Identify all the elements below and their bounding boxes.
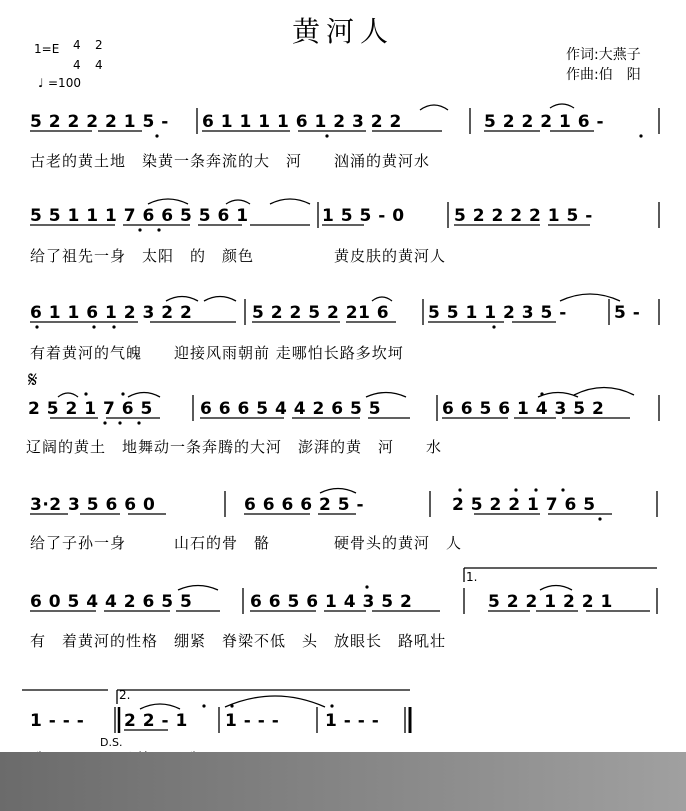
composer-credit: 作曲:伯 阳 (566, 67, 641, 83)
line6-measure2-notes: 6 6 5 6 1 4 3 5 2 (250, 592, 413, 612)
line5-measure1-notes: 3·2 3 5 6 6 0 (30, 495, 156, 515)
line7-measure3-notes: 1 - - - (225, 711, 280, 731)
line2-measure3-notes: 5 2 2 2 2 1 5 - (454, 206, 593, 226)
lyricist-credit: 作词:大燕子 (566, 47, 641, 63)
line1-measure2-notes: 6 1 1 1 1 6 1 2 3 2 2 (202, 112, 402, 132)
line7-measure1-notes: 1 - - - (30, 711, 85, 731)
line2-measure2-notes: 1 5 5 - 0 (322, 206, 405, 226)
line3-measure2-notes: 5 2 2 5 2 21 6 (252, 303, 390, 323)
line4-lyric: 辽阔的黄土 地舞动一条奔腾的大河 澎湃的黄 河 水 (26, 438, 443, 456)
line1-measure1-notes: 5 2 2 2 2 1 5 - (30, 112, 169, 132)
line4-measure1-notes: 2 5 2 1 7 6 5 (28, 399, 153, 419)
line6-lyric: 有 着黄河的性格 绷紧 脊梁不低 头 放眼长 路吼壮 (30, 632, 447, 650)
line4-measure3-notes: 6 6 5 6 1 4 3 5 2 (442, 399, 605, 419)
tempo-marking: =100 (48, 76, 81, 90)
time-signature-2-bottom: 4 (95, 58, 103, 72)
time-signature-2-top: 2 (95, 38, 103, 52)
song-title: 黄河人 (291, 15, 394, 48)
line3-measure3-notes: 5 5 1 1 2 3 5 - (428, 303, 567, 323)
line2-measure1-notes: 5 5 1 1 1 7 6 6 5 5 6 1 (30, 206, 249, 226)
line6-measure1-notes: 6 0 5 4 4 2 6 5 5 (30, 592, 193, 612)
line3-measure1-notes: 6 1 1 6 1 2 3 2 2 (30, 303, 193, 323)
line1-lyric: 古老的黄土地 染黄一条奔流的大 河 汹涌的黄河水 (30, 152, 431, 170)
segno-sign: 𝄋 (28, 368, 38, 393)
volta-2-label: 2. (119, 688, 131, 702)
line4-measure2-notes: 6 6 6 5 4 4 2 6 5 5 (200, 399, 382, 419)
line1-measure3-notes: 5 2 2 2 1 6 - (484, 112, 605, 132)
line6-measure3-notes: 5 2 2 1 2 2 1 (488, 592, 613, 612)
dal-segno-marking: D.S. (100, 736, 123, 749)
bottom-band (0, 752, 686, 811)
line5-lyric: 给了子孙一身 山石的骨 骼 硬骨头的黄河 人 (30, 534, 463, 552)
line3-lyric: 有着黄河的气魄 迎接风雨朝前 走哪怕长路多坎坷 (30, 344, 404, 362)
line7-measure4-notes: 1 - - - (325, 711, 380, 731)
time-signature-1-top: 4 (73, 38, 81, 52)
tempo-note-icon: ♩ (38, 76, 44, 90)
time-signature-1-bottom: 4 (73, 58, 81, 72)
line5-measure2-notes: 6 6 6 6 2 5 - (244, 495, 365, 515)
line7-measure2-notes: 2 2 - 1 (124, 711, 188, 731)
line5-measure3-notes: 2 5 2 2 1 7 6 5 (452, 495, 596, 515)
key-signature: 1=E (34, 42, 60, 56)
line2-lyric: 给了祖先一身 太阳 的 颜色 黄皮肤的黄河人 (30, 247, 447, 265)
line3-measure4-notes: 5 - (614, 303, 641, 323)
volta-1-label: 1. (466, 570, 478, 584)
